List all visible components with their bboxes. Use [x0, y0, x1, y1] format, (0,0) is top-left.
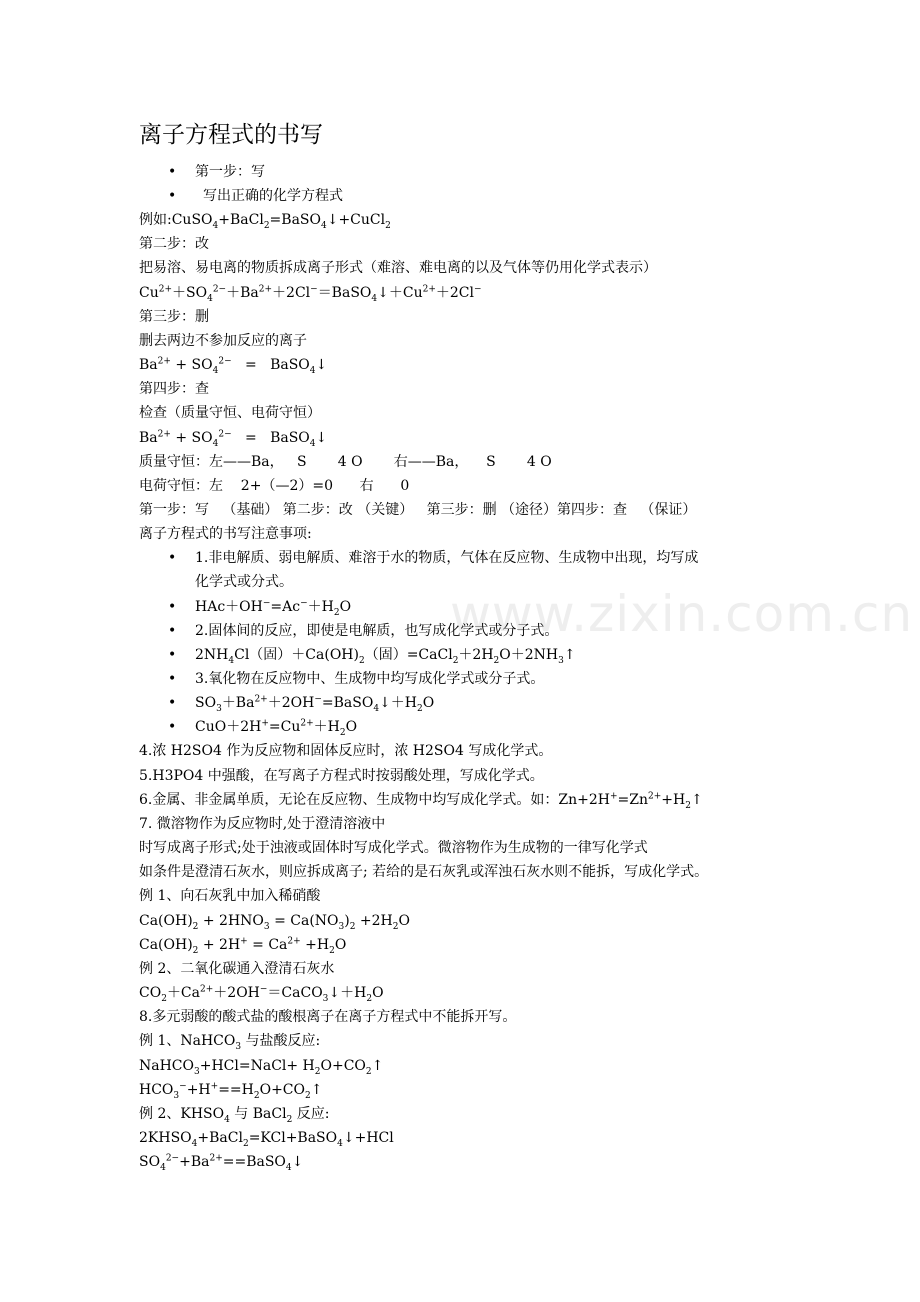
note-7-line-3: 如条件是澄清石灰水，则应拆成离子; 若给的是石灰乳或浑浊石灰水则不能拆，写成化学式。	[139, 864, 709, 880]
bullet-marker: •	[168, 188, 177, 204]
charge-conservation: 电荷守恒：左 2+（—2）=0 右 0	[139, 478, 410, 494]
example-2-heading: 例 2、二氧化碳通入澄清石灰水	[139, 961, 335, 977]
example-equation: 例如:CuSO$_4$+BaCl$_2$=BaSO$_4$↓+CuCl$_2$	[139, 212, 391, 231]
note-2-equation: $2NH_4Cl$（固）$+Ca(OH)_2$（固）$=CaCl_2+2H_2O+2NH_3↑$	[195, 647, 576, 666]
bullet-marker: •	[168, 695, 177, 711]
note-8-example-1-equation: NaHCO$_3$+HCl=NaCl+ $H_2O+CO_2↑$	[139, 1058, 384, 1077]
bullet-marker: •	[168, 671, 177, 687]
step-3-text: 删去两边不参加反应的离子	[139, 333, 307, 349]
bullet-marker: •	[168, 647, 177, 663]
ionic-equation-check: $Ba^{2+} + SO_4^{2-}$ = BaSO$_4$↓	[139, 429, 328, 449]
step-3-heading: 第三步：删	[139, 309, 209, 325]
watermark: www.zixin.com.cn	[450, 585, 914, 643]
mass-conservation: 质量守恒：左——Ba， S 4 O 右——Ba， S 4 O	[139, 454, 552, 470]
bullet-marker: •	[168, 719, 177, 735]
step-1-heading: 第一步：写	[195, 164, 265, 180]
note-3-equation-1: $SO_3+Ba^{2+}+2OH^-=BaSO_4↓+H_2O$	[195, 694, 435, 714]
steps-summary: 第一步：写 （基础） 第二步：改 （关键） 第三步：删 （途径）第四步：查 （保证）	[139, 502, 697, 518]
example-1-ionic: $Ca(OH)_2 + 2H^+ = Ca^{2+} +H_2O$	[139, 936, 347, 956]
note-2: 2.固体间的反应，即使是电解质，也写成化学式或分子式。	[195, 623, 559, 639]
note-8-example-1-heading: 例 1、NaHCO$_3$ 与盐酸反应:	[139, 1033, 321, 1052]
note-1-continued: 化学式或分式。	[195, 574, 293, 590]
bullet-marker: •	[168, 623, 177, 639]
step-2-text: 把易溶、易电离的物质拆成离子形式（难溶、难电离的以及气体等仍用化学式表示）	[139, 260, 657, 276]
note-7-line-2: 时写成离子形式;处于浊液或固体时写成化学式。微溶物作为生成物的一律写化学式	[139, 840, 648, 856]
example-1-heading: 例 1、向石灰乳中加入稀硝酸	[139, 888, 321, 904]
note-1: 1.非电解质、弱电解质、难溶于水的物质，气体在反应物、生成物中出现，均写成	[195, 550, 699, 566]
note-3-equation-2: $CuO+2H^+=Cu^{2+}+H_2O$	[195, 718, 358, 738]
example-1-equation: $Ca(OH)_2 + 2HNO_3 = Ca(NO_3)_2 +2H_2O$	[139, 913, 410, 932]
note-5: 5.H3PO4 中强酸，在写离子方程式时按弱酸处理，写成化学式。	[139, 768, 544, 784]
step-4-text: 检查（质量守恒、电荷守恒）	[139, 405, 321, 421]
ionic-equation-full: $Cu^{2+}+SO_4^{2-}+Ba^{2+}+2Cl^-=BaSO_4↓+Cu^{2+}+2Cl^-$	[139, 284, 482, 304]
note-4: 4.浓 H2SO4 作为反应物和固体反应时，浓 H2SO4 写成化学式。	[139, 743, 553, 759]
note-7: 7. 微溶物作为反应物时,处于澄清溶液中	[139, 816, 386, 832]
ionic-equation-net: $Ba^{2+} + SO_4^{2-}$ = BaSO$_4$↓	[139, 356, 328, 376]
bullet-marker: •	[168, 164, 177, 180]
example-2-ionic: $CO_2+Ca^{2+}+2OH^-=CaCO_3↓+H_2O$	[139, 984, 384, 1004]
note-1-equation: $HAc+OH^-=Ac^-+H_2O$	[195, 598, 352, 618]
step-2-heading: 第二步：改	[139, 236, 209, 252]
notes-heading: 离子方程式的书写注意事项:	[139, 526, 312, 542]
note-8-example-2-equation: $2KHSO_4+BaCl_2=KCl+BaSO_4↓+HCl$	[139, 1130, 394, 1149]
bullet-marker: •	[168, 599, 177, 615]
note-8-example-1-ionic: $HCO_3^-+H^+==H_2O+CO_2↑$	[139, 1081, 323, 1101]
note-8: 8.多元弱酸的酸式盐的酸根离子在离子方程式中不能拆开写。	[139, 1009, 517, 1025]
note-8-example-2-heading: 例 2、$KHSO_4$ 与 BaCl$_2$ 反应:	[139, 1106, 330, 1125]
page-title: 离子方程式的书写	[139, 122, 323, 148]
note-8-example-2-ionic: $SO_4^{2-}+Ba^{2+}==BaSO_4↓$	[139, 1153, 304, 1173]
step-1-text: 写出正确的化学方程式	[203, 188, 343, 204]
step-4-heading: 第四步：查	[139, 381, 209, 397]
note-6: 6.金属、非金属单质，无论在反应物、生成物中均写成化学式。如：$Zn+2H^+=Zn^{2+}+H_2↑$	[139, 791, 703, 811]
note-3: 3.氧化物在反应物中、生成物中均写成化学式或分子式。	[195, 671, 545, 687]
bullet-marker: •	[168, 550, 177, 566]
